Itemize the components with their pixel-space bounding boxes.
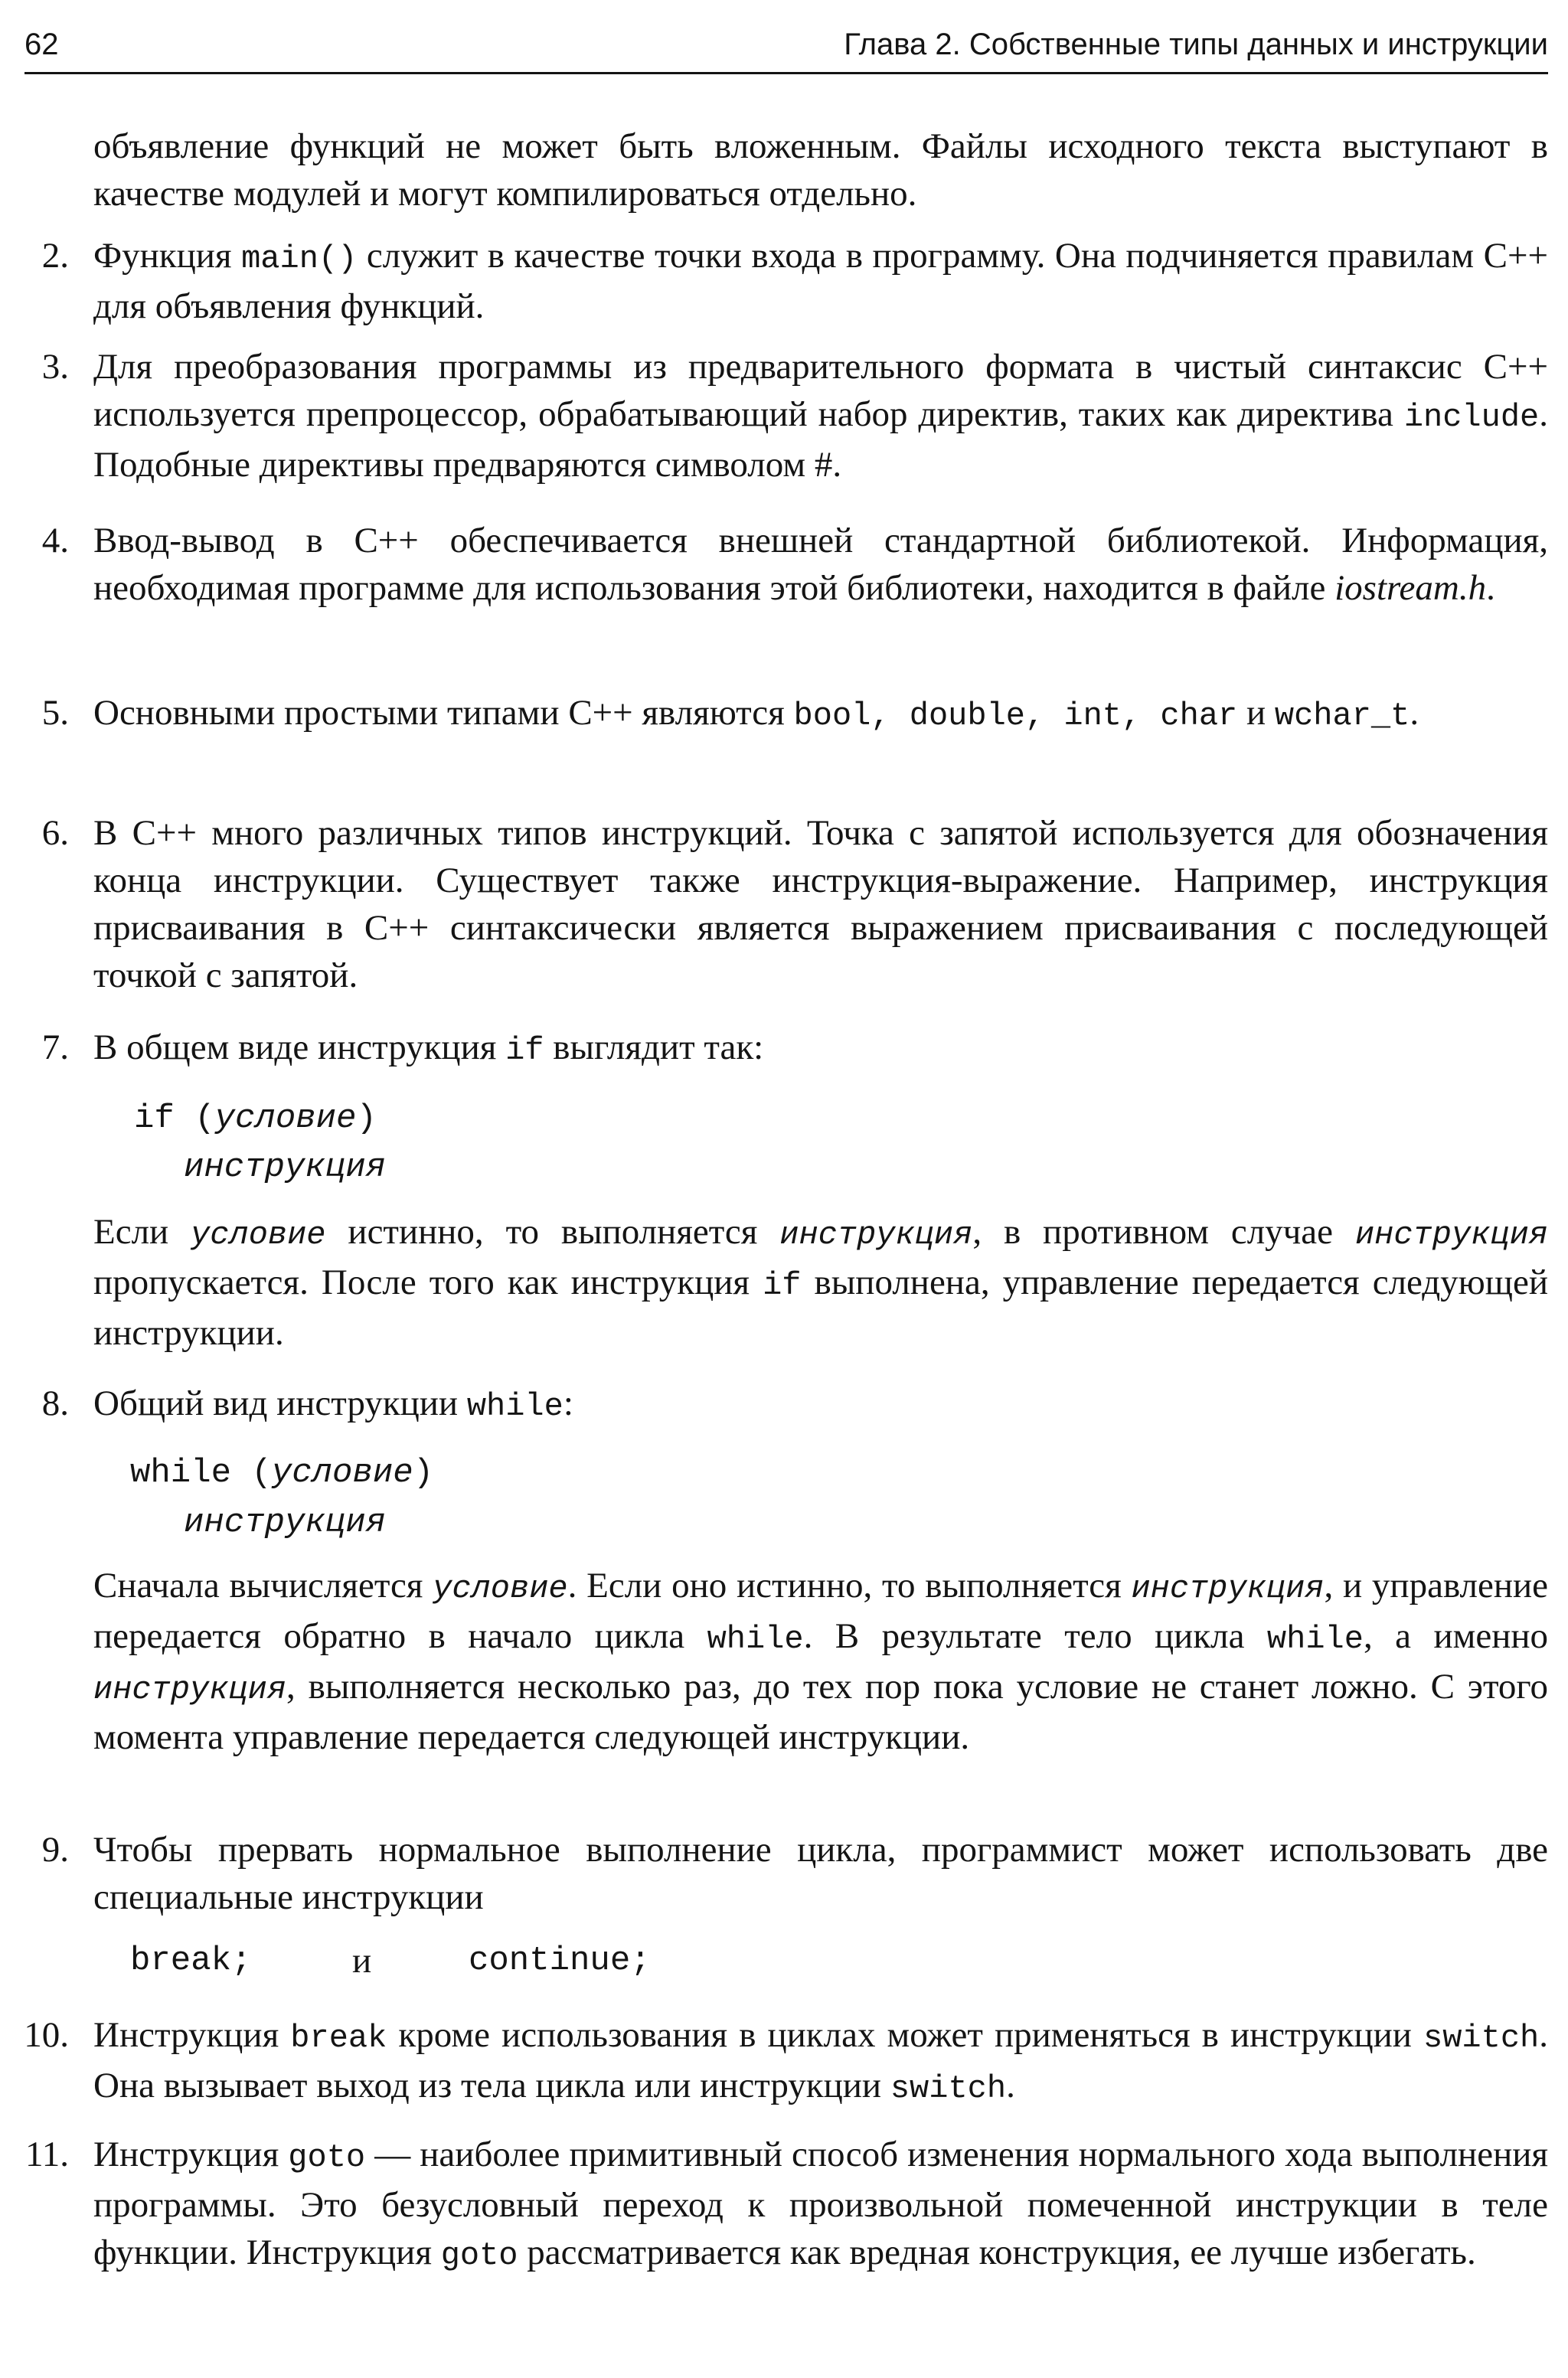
code-and: и (352, 1941, 372, 1981)
chapter-title: Глава 2. Собственные типы данных и инструкции (844, 28, 1548, 61)
item-text: Ввод-вывод в С++ обеспечивается внешней стандартной библиотекой. Информация, необходимая программе для использования этой библиотеки, находится в файле iostream.h. (93, 521, 1548, 608)
code-if-line1: if (условие) (134, 1099, 377, 1138)
item-text: Инструкция break кроме использования в циклах может применяться в инструкции switch. Она вызывает выход из тела цикла или инструкции switch. (93, 2015, 1548, 2107)
item-text: Инструкция goto — наиболее примитивный способ изменения нормального хода выполнения программы. Это безусловный переход к произвольной помеченной инструкции в теле функции. Инструкция goto рассматривается как вредная конструкция, ее лучше избегать. (93, 2135, 1548, 2274)
inline-code: goto (288, 2139, 366, 2176)
item-number: 4. (41, 521, 69, 560)
page-number: 62 (24, 28, 59, 61)
code-while-line2: инструкция (184, 1504, 387, 1542)
if-explanation: Если условие истинно, то выполняется инструкция, в противном случае инструкция пропускается. После того как инструкция if выполнена, управление передается следующей инструкции. (93, 1212, 1548, 1353)
item-text: Общий вид инструкции while: (93, 1383, 573, 1425)
inline-code: goto (440, 2237, 518, 2274)
item-number: 10. (24, 2015, 69, 2055)
intro-paragraph: объявление функций не может быть вложенным. Файлы исходного текста выступают в качестве модулей и могут компилироваться отдельно. (93, 126, 1548, 214)
running-header (24, 24, 1548, 74)
item-text: Чтобы прервать нормальное выполнение цикла, программист может использовать две специальные инструкции (93, 1830, 1548, 1917)
item-number: 11. (24, 2135, 69, 2174)
item-number: 5. (41, 693, 69, 733)
inline-code: switch (1423, 2020, 1540, 2056)
item-number: 8. (41, 1383, 69, 1423)
item-text: Основными простыми типами С++ являются bool, double, int, char и wchar_t. (93, 693, 1419, 734)
inline-code: include (1403, 399, 1540, 436)
item-text: В С++ много различных типов инструкций. Точка с запятой используется для обозначения конца инструкции. Существует также инструкция-выражение. Например, инструкция присваивания в С++ синтаксически является выражением присваивания с последующей точкой с запятой. (93, 813, 1548, 995)
filename: iostream.h (1334, 568, 1487, 608)
inline-code: bool, double, int, char (793, 697, 1238, 734)
inline-code: while (466, 1388, 564, 1425)
inline-code: wchar_t (1274, 697, 1410, 734)
item-number: 2. (41, 236, 69, 276)
code-while-line1: while (условие) (130, 1454, 434, 1492)
item-text: В общем виде инструкция if выглядит так: (93, 1027, 764, 1069)
inline-code: switch (890, 2070, 1007, 2107)
item-number: 3. (41, 347, 69, 387)
item-number: 6. (41, 813, 69, 853)
code-break: break; (130, 1942, 252, 1980)
while-explanation: Сначала вычисляется условие. Если оно истинно, то выполняется инструкция, и управление передается обратно в начало цикла while. В результате тело цикла while, а именно инструкция, выполняется несколько раз, до тех пор пока условие не станет ложно. С этого момента управление передается следующей инструкции. (93, 1566, 1549, 1757)
inline-code: main() (241, 240, 358, 277)
item-number: 9. (41, 1830, 69, 1870)
inline-code: break (290, 2020, 387, 2056)
item-text: Функция main() служит в качестве точки входа в программу. Она подчиняется правилам С++ для объявления функций. (93, 236, 1548, 326)
item-text: Для преобразования программы из предварительного формата в чистый синтаксис С++ используется препроцессор, обрабатывающий набор директив, таких как директива include. Подобные директивы предваряются символом #. (93, 347, 1548, 485)
code-if-line2: инструкция (184, 1148, 387, 1187)
item-number: 7. (41, 1027, 69, 1067)
code-continue: continue; (469, 1942, 651, 1980)
inline-code: if (505, 1032, 544, 1069)
